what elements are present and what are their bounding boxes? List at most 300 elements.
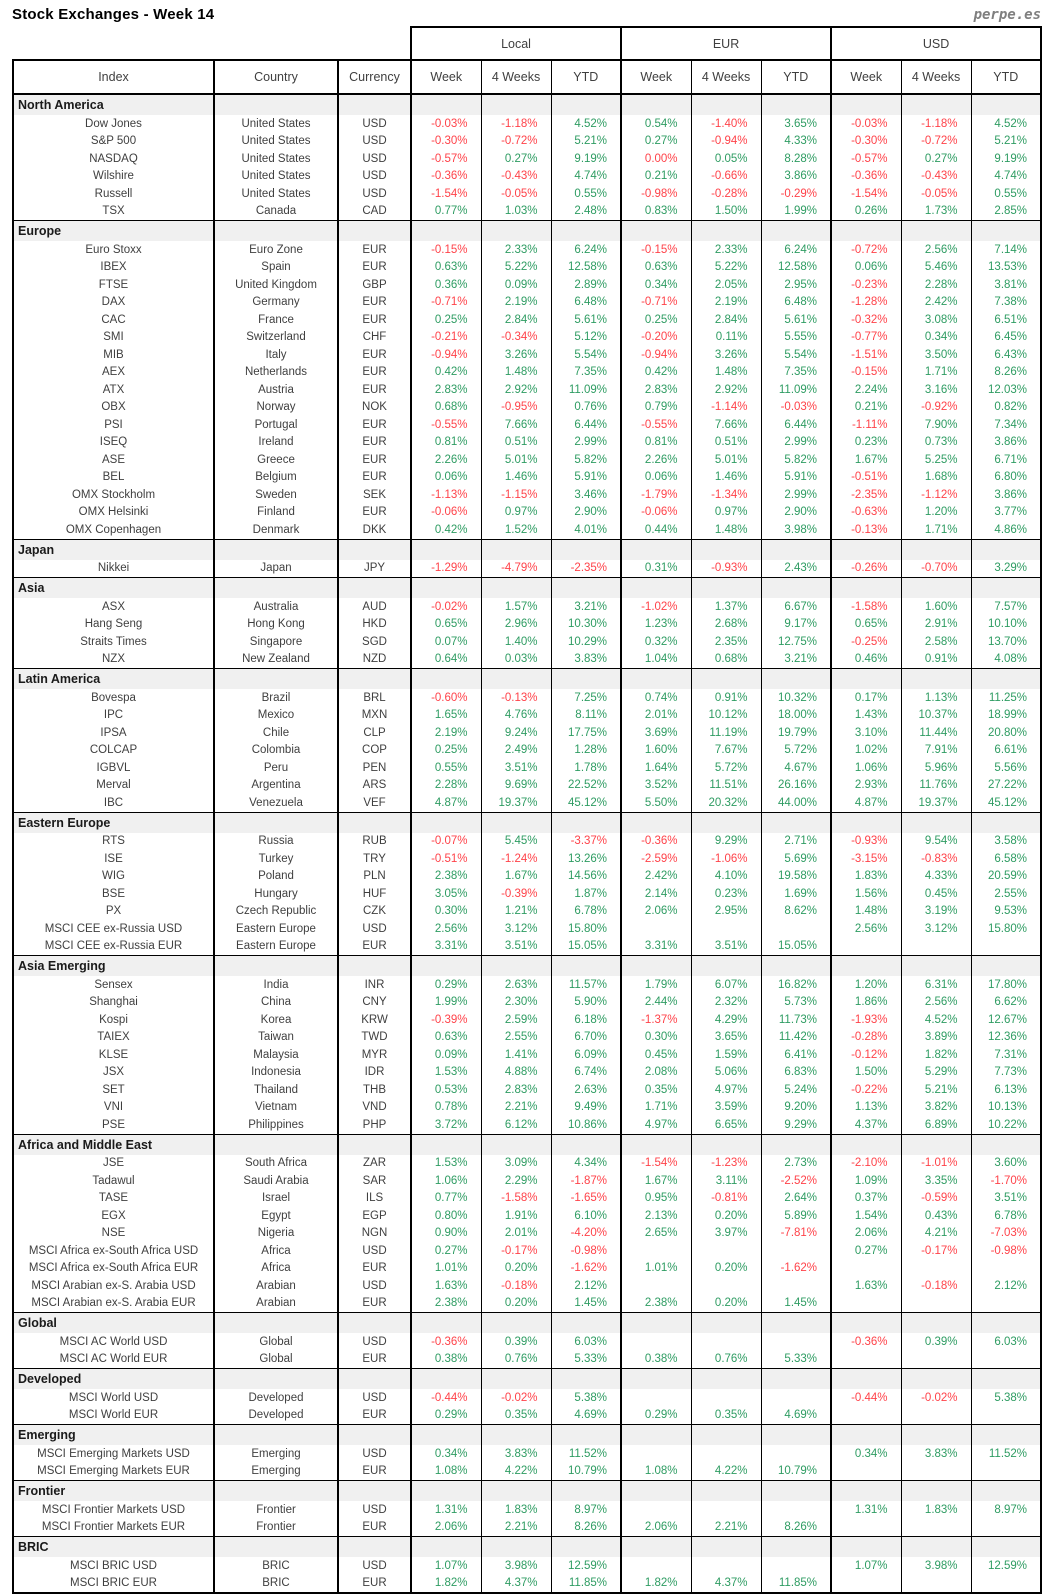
group-header-local: Local (411, 27, 621, 60)
value-cell: 0.35% (691, 1407, 761, 1425)
value-cell: 2.93% (831, 777, 901, 795)
value-cell (691, 920, 761, 938)
index-cell: DAX (13, 294, 214, 312)
value-cell: 10.22% (971, 1116, 1041, 1134)
currency-cell: ARS (338, 777, 411, 795)
section-empty-cell (621, 94, 691, 115)
value-cell: 1.82% (411, 1575, 481, 1594)
value-cell: -0.26% (831, 560, 901, 578)
section-header-row (13, 956, 1041, 977)
country-cell: United Kingdom (214, 276, 338, 294)
value-cell: 3.26% (481, 346, 551, 364)
value-cell: 16.82% (761, 976, 831, 994)
col-header-eur-4weeks: 4 Weeks (691, 60, 761, 94)
value-cell: -0.07% (411, 833, 481, 851)
value-cell (831, 938, 901, 956)
currency-cell: INR (338, 976, 411, 994)
value-cell: 5.91% (551, 469, 621, 487)
section-empty-cell (901, 1369, 971, 1390)
value-cell: 3.46% (551, 486, 621, 504)
value-cell (831, 1295, 901, 1313)
value-cell: 6.12% (481, 1116, 551, 1134)
report-page (0, 5, 1054, 1590)
value-cell: 6.80% (971, 469, 1041, 487)
index-cell: NSE (13, 1225, 214, 1243)
value-cell: -0.98% (971, 1242, 1041, 1260)
value-cell (691, 1242, 761, 1260)
value-cell: 0.06% (411, 469, 481, 487)
section-empty-cell (621, 1369, 691, 1390)
table-row (13, 1099, 1041, 1117)
value-cell: 0.82% (971, 399, 1041, 417)
index-cell: MSCI Emerging Markets USD (13, 1445, 214, 1463)
value-cell: 1.48% (481, 364, 551, 382)
value-cell: 2.05% (691, 276, 761, 294)
currency-cell: USD (338, 1242, 411, 1260)
value-cell: -0.36% (621, 833, 691, 851)
value-cell: 2.99% (761, 434, 831, 452)
value-cell: 2.08% (621, 1064, 691, 1082)
value-cell: 0.34% (411, 1445, 481, 1463)
value-cell: 0.53% (411, 1081, 481, 1099)
currency-cell: NOK (338, 399, 411, 417)
value-cell: 12.03% (971, 381, 1041, 399)
value-cell: 2.14% (621, 885, 691, 903)
section-empty-cell (481, 1481, 551, 1502)
section-title: North America (13, 94, 214, 115)
value-cell: 2.42% (621, 868, 691, 886)
value-cell: 6.45% (971, 329, 1041, 347)
value-cell: 12.58% (761, 259, 831, 277)
section-empty-cell (338, 1369, 411, 1390)
value-cell (971, 938, 1041, 956)
value-cell (971, 1463, 1041, 1481)
value-cell: 0.77% (411, 203, 481, 221)
value-cell: 5.72% (761, 742, 831, 760)
value-cell: 2.33% (691, 241, 761, 259)
value-cell (901, 1295, 971, 1313)
value-cell (691, 1445, 761, 1463)
value-cell: 2.21% (691, 1519, 761, 1537)
country-cell: Frontier (214, 1501, 338, 1519)
value-cell: -0.98% (621, 185, 691, 203)
value-cell: -0.02% (481, 1389, 551, 1407)
value-cell: 12.36% (971, 1029, 1041, 1047)
value-cell: -0.25% (831, 633, 901, 651)
value-cell: -0.71% (411, 294, 481, 312)
value-cell: 1.48% (691, 521, 761, 539)
value-cell: 0.39% (481, 1333, 551, 1351)
value-cell: 0.27% (481, 150, 551, 168)
currency-cell: SGD (338, 633, 411, 651)
table-row (13, 759, 1041, 777)
value-cell: 0.46% (831, 651, 901, 669)
country-cell: Frontier (214, 1519, 338, 1537)
value-cell: 5.22% (481, 259, 551, 277)
section-header-row (13, 1134, 1041, 1155)
value-cell: 3.72% (411, 1116, 481, 1134)
value-cell: 4.97% (691, 1081, 761, 1099)
country-cell: United States (214, 150, 338, 168)
value-cell: 10.30% (551, 616, 621, 634)
value-cell: 1.06% (831, 759, 901, 777)
table-row (13, 1333, 1041, 1351)
value-cell: 5.96% (901, 759, 971, 777)
value-cell: 18.99% (971, 707, 1041, 725)
value-cell: -1.02% (621, 598, 691, 616)
value-cell: 0.65% (831, 616, 901, 634)
value-cell: 3.51% (971, 1190, 1041, 1208)
section-empty-cell (831, 578, 901, 599)
section-empty-cell (831, 956, 901, 977)
index-cell: Sensex (13, 976, 214, 994)
section-empty-cell (481, 221, 551, 242)
value-cell: 6.74% (551, 1064, 621, 1082)
index-cell: MSCI AC World EUR (13, 1351, 214, 1369)
index-cell: MSCI World EUR (13, 1407, 214, 1425)
currency-cell: EUR (338, 1463, 411, 1481)
country-cell: Egypt (214, 1207, 338, 1225)
value-cell: 2.13% (621, 1207, 691, 1225)
table-row (13, 1190, 1041, 1208)
country-cell: France (214, 311, 338, 329)
country-cell: Greece (214, 451, 338, 469)
value-cell: 3.83% (481, 1445, 551, 1463)
value-cell: 1.08% (411, 1463, 481, 1481)
value-cell: 9.17% (761, 616, 831, 634)
country-cell: BRIC (214, 1557, 338, 1575)
value-cell: -0.30% (411, 133, 481, 151)
value-cell: 2.91% (901, 616, 971, 634)
value-cell: -1.58% (481, 1190, 551, 1208)
value-cell: -0.92% (901, 399, 971, 417)
section-header-row (13, 1537, 1041, 1558)
index-cell: Tadawul (13, 1172, 214, 1190)
section-empty-cell (621, 539, 691, 560)
value-cell: 7.31% (971, 1046, 1041, 1064)
value-cell: 2.56% (901, 241, 971, 259)
value-cell: 0.51% (691, 434, 761, 452)
value-cell: 7.38% (971, 294, 1041, 312)
section-empty-cell (481, 1537, 551, 1558)
value-cell: 1.63% (831, 1277, 901, 1295)
value-cell: 2.01% (481, 1225, 551, 1243)
value-cell: 2.71% (761, 833, 831, 851)
value-cell: 11.57% (551, 976, 621, 994)
value-cell: 0.68% (691, 651, 761, 669)
country-cell: Portugal (214, 416, 338, 434)
col-header-usd-week: Week (831, 60, 901, 94)
value-cell: 6.65% (691, 1116, 761, 1134)
currency-cell: EUR (338, 241, 411, 259)
currency-cell: EUR (338, 294, 411, 312)
value-cell: 0.23% (691, 885, 761, 903)
currency-cell: EUR (338, 1351, 411, 1369)
value-cell: 1.79% (621, 976, 691, 994)
table-row (13, 276, 1041, 294)
value-cell: 6.62% (971, 994, 1041, 1012)
section-empty-cell (901, 1313, 971, 1334)
value-cell: 3.69% (621, 724, 691, 742)
value-cell: -1.54% (831, 185, 901, 203)
value-cell: -1.70% (971, 1172, 1041, 1190)
value-cell: 2.56% (831, 920, 901, 938)
table-row (13, 416, 1041, 434)
table-row (13, 259, 1041, 277)
value-cell: 3.51% (481, 759, 551, 777)
value-cell: 5.46% (901, 259, 971, 277)
section-empty-cell (481, 1313, 551, 1334)
value-cell: 7.25% (551, 689, 621, 707)
section-empty-cell (761, 578, 831, 599)
value-cell: 1.20% (831, 976, 901, 994)
index-cell: BSE (13, 885, 214, 903)
value-cell: 8.97% (971, 1501, 1041, 1519)
value-cell: 0.20% (691, 1295, 761, 1313)
value-cell (971, 1407, 1041, 1425)
section-empty-cell (971, 669, 1041, 690)
value-cell: 6.07% (691, 976, 761, 994)
value-cell (761, 1242, 831, 1260)
value-cell: -0.17% (481, 1242, 551, 1260)
index-cell: OMX Helsinki (13, 504, 214, 522)
value-cell: 0.45% (901, 885, 971, 903)
value-cell: 4.34% (551, 1155, 621, 1173)
value-cell: 11.09% (761, 381, 831, 399)
value-cell: 0.09% (481, 276, 551, 294)
value-cell: -1.54% (621, 1155, 691, 1173)
value-cell (621, 1389, 691, 1407)
section-empty-cell (831, 1481, 901, 1502)
value-cell: 0.20% (691, 1260, 761, 1278)
value-cell: 3.59% (691, 1099, 761, 1117)
value-cell: 0.20% (481, 1295, 551, 1313)
section-empty-cell (481, 669, 551, 690)
table-row (13, 994, 1041, 1012)
currency-cell: EUR (338, 381, 411, 399)
country-cell: BRIC (214, 1575, 338, 1594)
section-title: Developed (13, 1369, 214, 1390)
currency-cell: SAR (338, 1172, 411, 1190)
value-cell: 1.20% (901, 504, 971, 522)
value-cell: 3.21% (551, 598, 621, 616)
index-cell: ISE (13, 850, 214, 868)
table-row (13, 150, 1041, 168)
value-cell: 5.29% (901, 1064, 971, 1082)
value-cell: 4.37% (691, 1575, 761, 1594)
value-cell: 7.57% (971, 598, 1041, 616)
index-cell: RTS (13, 833, 214, 851)
section-empty-cell (338, 669, 411, 690)
section-title: Global (13, 1313, 214, 1334)
section-empty-cell (481, 1425, 551, 1446)
value-cell: 0.29% (621, 1407, 691, 1425)
value-cell: -1.29% (411, 560, 481, 578)
value-cell: 2.90% (551, 504, 621, 522)
value-cell: 10.32% (761, 689, 831, 707)
section-empty-cell (338, 956, 411, 977)
section-empty-cell (761, 1537, 831, 1558)
currency-cell: VND (338, 1099, 411, 1117)
value-cell: 5.89% (761, 1207, 831, 1225)
value-cell: 0.09% (411, 1046, 481, 1064)
value-cell: 0.76% (691, 1351, 761, 1369)
value-cell: -0.13% (481, 689, 551, 707)
section-empty-cell (338, 1313, 411, 1334)
value-cell: 0.39% (901, 1333, 971, 1351)
value-cell: 3.50% (901, 346, 971, 364)
value-cell: 0.25% (411, 311, 481, 329)
value-cell: 2.19% (691, 294, 761, 312)
index-cell: MSCI AC World USD (13, 1333, 214, 1351)
country-cell: Netherlands (214, 364, 338, 382)
value-cell: 11.09% (551, 381, 621, 399)
currency-cell: USD (338, 150, 411, 168)
value-cell (971, 1351, 1041, 1369)
section-empty-cell (621, 221, 691, 242)
value-cell: 13.70% (971, 633, 1041, 651)
value-cell: -2.52% (761, 1172, 831, 1190)
value-cell: 1.71% (901, 521, 971, 539)
value-cell: 0.20% (691, 1207, 761, 1225)
value-cell: 0.38% (621, 1351, 691, 1369)
value-cell: 2.55% (971, 885, 1041, 903)
value-cell: -0.70% (901, 560, 971, 578)
value-cell: 6.44% (761, 416, 831, 434)
index-cell: MSCI CEE ex-Russia USD (13, 920, 214, 938)
section-empty-cell (901, 539, 971, 560)
currency-cell: EUR (338, 504, 411, 522)
table-row (13, 451, 1041, 469)
value-cell: -1.28% (831, 294, 901, 312)
section-empty-cell (901, 1537, 971, 1558)
value-cell: 0.77% (411, 1190, 481, 1208)
country-cell: United States (214, 133, 338, 151)
value-cell: 6.48% (761, 294, 831, 312)
value-cell: -2.35% (831, 486, 901, 504)
value-cell: 0.30% (411, 903, 481, 921)
value-cell: -1.93% (831, 1011, 901, 1029)
section-empty-cell (971, 94, 1041, 115)
index-cell: ASX (13, 598, 214, 616)
currency-cell: EUR (338, 434, 411, 452)
value-cell: 2.06% (621, 903, 691, 921)
section-empty-cell (621, 812, 691, 833)
index-cell: TSX (13, 203, 214, 221)
value-cell (831, 1351, 901, 1369)
table-row (13, 850, 1041, 868)
value-cell: 4.52% (971, 115, 1041, 133)
value-cell: 8.28% (761, 150, 831, 168)
section-empty-cell (691, 956, 761, 977)
value-cell (761, 1333, 831, 1351)
section-empty-cell (338, 578, 411, 599)
value-cell: 0.45% (621, 1046, 691, 1064)
value-cell: -0.93% (691, 560, 761, 578)
section-title: Africa and Middle East (13, 1134, 214, 1155)
country-cell: Mexico (214, 707, 338, 725)
country-cell: India (214, 976, 338, 994)
country-cell: Global (214, 1351, 338, 1369)
section-empty-cell (411, 1134, 481, 1155)
value-cell: 4.88% (481, 1064, 551, 1082)
value-cell: 0.44% (621, 521, 691, 539)
value-cell: 2.83% (621, 381, 691, 399)
value-cell: 0.34% (621, 276, 691, 294)
value-cell: 3.19% (901, 903, 971, 921)
value-cell: 5.01% (481, 451, 551, 469)
country-cell: Italy (214, 346, 338, 364)
currency-cell: EUR (338, 1260, 411, 1278)
value-cell: 0.97% (691, 504, 761, 522)
section-empty-cell (901, 669, 971, 690)
value-cell: -0.13% (831, 521, 901, 539)
value-cell: 1.08% (621, 1463, 691, 1481)
currency-cell: USD (338, 133, 411, 151)
value-cell: 3.51% (691, 938, 761, 956)
value-cell: 3.65% (691, 1029, 761, 1047)
value-cell (971, 1575, 1041, 1594)
value-cell: -0.36% (411, 1333, 481, 1351)
value-cell: 6.18% (551, 1011, 621, 1029)
value-cell: -0.05% (901, 185, 971, 203)
country-cell: China (214, 994, 338, 1012)
index-cell: AEX (13, 364, 214, 382)
value-cell: 0.91% (901, 651, 971, 669)
value-cell: -0.23% (831, 276, 901, 294)
section-header-row (13, 578, 1041, 599)
value-cell (901, 1351, 971, 1369)
index-cell: Merval (13, 777, 214, 795)
section-empty-cell (338, 539, 411, 560)
value-cell: -1.12% (901, 486, 971, 504)
value-cell: 1.56% (831, 885, 901, 903)
section-empty-cell (411, 1481, 481, 1502)
value-cell: 3.81% (971, 276, 1041, 294)
index-cell: Bovespa (13, 689, 214, 707)
section-empty-cell (338, 1425, 411, 1446)
value-cell: 4.21% (901, 1225, 971, 1243)
value-cell: 2.65% (621, 1225, 691, 1243)
value-cell: 0.51% (481, 434, 551, 452)
index-cell: MSCI Arabian ex-S. Arabia USD (13, 1277, 214, 1295)
value-cell: 1.57% (481, 598, 551, 616)
value-cell: 0.29% (411, 976, 481, 994)
value-cell: 1.21% (481, 903, 551, 921)
value-cell: 7.90% (901, 416, 971, 434)
value-cell: 10.37% (901, 707, 971, 725)
table-row (13, 1575, 1041, 1594)
section-empty-cell (691, 539, 761, 560)
group-header-row (13, 27, 1041, 60)
value-cell: 6.43% (971, 346, 1041, 364)
index-cell: MSCI Africa ex-South Africa EUR (13, 1260, 214, 1278)
value-cell: 0.83% (621, 203, 691, 221)
currency-cell: PEN (338, 759, 411, 777)
section-empty-cell (214, 578, 338, 599)
value-cell: 3.98% (481, 1557, 551, 1575)
table-row (13, 241, 1041, 259)
value-cell: 0.68% (411, 399, 481, 417)
value-cell: 3.29% (971, 560, 1041, 578)
value-cell: 1.71% (621, 1099, 691, 1117)
currency-cell: USD (338, 1501, 411, 1519)
index-cell: SMI (13, 329, 214, 347)
value-cell: 5.21% (551, 133, 621, 151)
value-cell: 19.79% (761, 724, 831, 742)
index-cell: IPSA (13, 724, 214, 742)
section-empty-cell (214, 539, 338, 560)
